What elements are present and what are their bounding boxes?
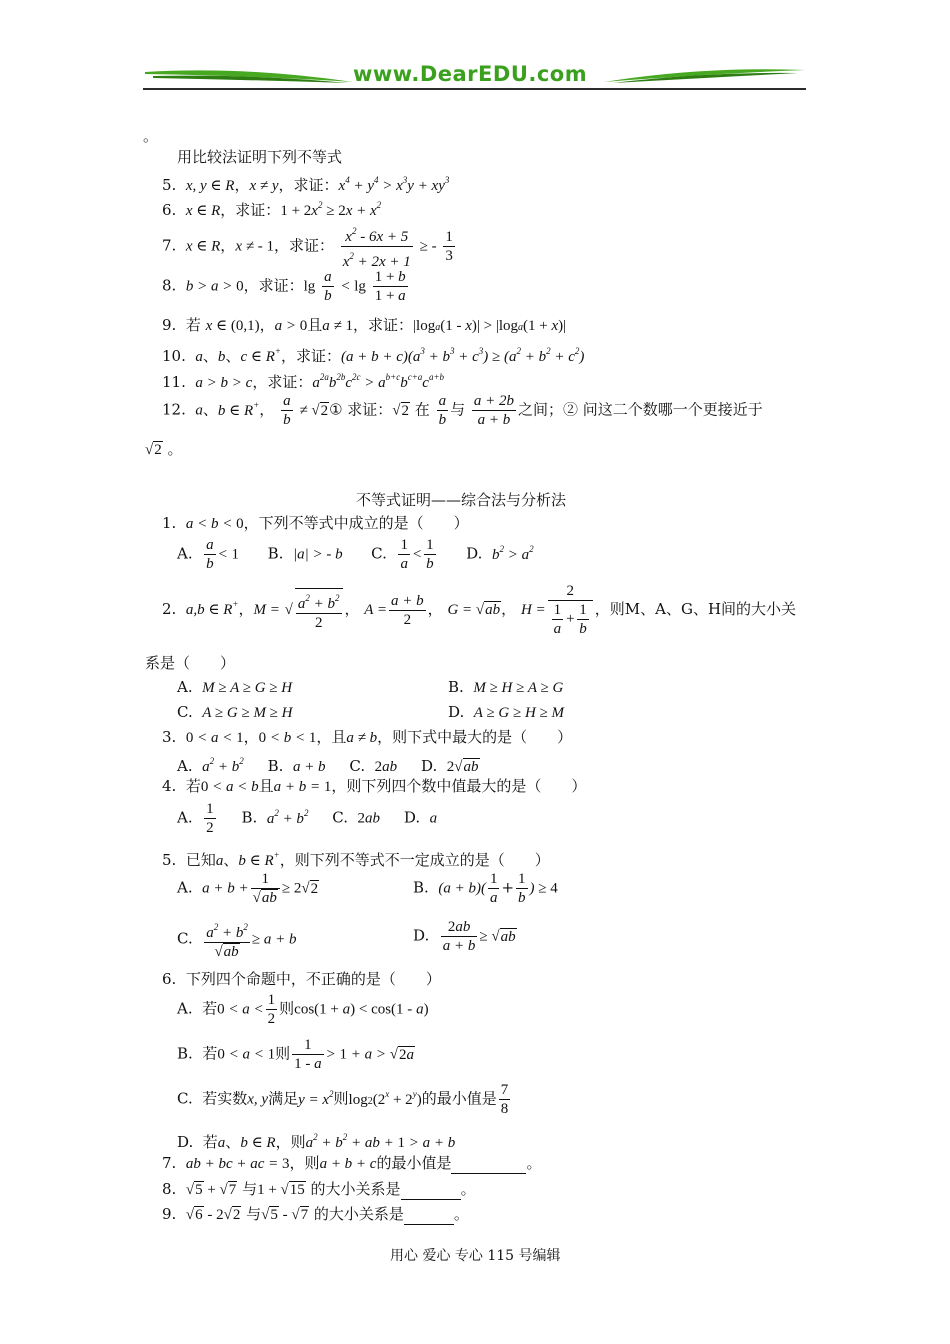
q5: 5. 已知a、b ∈ R+，则下列不等式不一定成立的是（ ） xyxy=(162,850,550,869)
item-number: 7. xyxy=(162,236,177,255)
q2-option-d: D. A ≥ G ≥ H ≥ M xyxy=(448,703,565,721)
q3: 3. 0 < a < 1，0 < b < 1，且a ≠ b，则下式中最大的是（ ） xyxy=(162,728,573,746)
q5-option-d: D. $\frac{2ab}{a + b}$ ≥ √ab xyxy=(413,919,516,954)
q2-option-c: C. A ≥ G ≥ M ≥ H xyxy=(177,703,293,721)
q7: 7. ab + bc + ac = 3，则a + b + c的最小值是 。 xyxy=(162,1154,542,1172)
section1-title: 用比较法证明下列不等式 xyxy=(177,148,343,166)
q2-option-b: B. M ≥ H ≥ A ≥ G xyxy=(448,678,564,696)
page-footer: 用心 爱心 专心 115 号编辑 xyxy=(390,1248,561,1264)
item-5: 5. x, y ∈ R，x ≠ y，求证：$x^4 + y^4 > x^3y + xy^3$ xyxy=(162,175,450,194)
q2-option-a: A. M ≥ A ≥ G ≥ H xyxy=(177,678,293,696)
item-number: 6. xyxy=(162,201,177,219)
site-header xyxy=(143,60,806,92)
item-number: 9. xyxy=(162,316,177,334)
q1: 1. a < b < 0，下列不等式中成立的是（ ） xyxy=(162,514,469,532)
q1-options: A. $\frac{a}{b}$ < 1 B. |a| > - b C. $\frac{1}{a}$ < $\frac{1}{b}$ D. $b^2 > a^2$ xyxy=(177,537,534,572)
item-number: 5. xyxy=(162,176,177,194)
item-12: 12. a、b ∈ R+， $\frac{a}{b}$ ≠ √2① 求证：√2 在 $\frac{a}{b}$ 与 $\frac{a + 2b}{a + b}$ 之间；② 问这二个数哪一个更接近于 xyxy=(162,393,763,428)
item-10: 10. a、b、c ∈ R+，求证：$(a + b + c)(a^3 + b^3 + c^3) \ge (a^2 + b^2 + c^2)$ xyxy=(162,346,585,365)
site-logo[interactable]: www.DearEDU.com xyxy=(353,62,588,86)
section2-title: 不等式证明——综合法与分析法 xyxy=(356,491,567,509)
q2-tail: 系是（ ） xyxy=(145,654,236,672)
q6-option-c: C. 若实数x, y满足$y = x^2$则$\log 2(2^x + 2^y)$的最小值是 $\frac{7}{8}$ xyxy=(177,1082,509,1117)
item-number: 11. xyxy=(162,373,186,391)
q6-option-b: B. 若0 < a < 1则 $\frac{1}{1 - a}$ > 1 + a > √2a xyxy=(177,1037,414,1072)
item-number: 8. xyxy=(162,276,177,295)
item-8: 8. b > a > 0，求证：lg $\frac{a}{b}$ < lg $\frac{1 + b}{1 + a}$ xyxy=(162,269,406,304)
item-11: 11. a > b > c，求证：$a^{2a}b^{2b}c^{2c} > a^{b+c}b^{c+a}c^{a+b}$ xyxy=(162,372,445,391)
q4: 4. 若0 < a < b且a + b = 1，则下列四个数中值最大的是（ ） xyxy=(162,777,587,795)
item-7: 7. x ∈ R，x ≠ - 1，求证： $\frac{x^2 - 6x + 5}{x^2 + 2x + 1}$ ≥ - $\frac{1}{3}$ xyxy=(162,222,457,271)
q4-options: A. $\frac{1}{2}$ B. $a^2 + b^2$ C. 2ab D. a xyxy=(177,801,438,836)
header-rule xyxy=(143,88,806,90)
item-6: 6. x ∈ R，求证：$1 + 2x^2 \ge 2x + x^2$ xyxy=(162,200,382,219)
item-12-tail: √2 。 xyxy=(145,440,183,458)
stray-mark: 。 xyxy=(143,127,159,145)
q3-options: A. $a^2 + b^2$ B. a + b C. 2ab D. 2√ab xyxy=(177,756,479,775)
q9: 9. √6 - 2√2 与√5 - √7 的大小关系是 。 xyxy=(162,1205,469,1223)
q5-option-a: A. a + b + $\frac{1}{√ab}$ ≥ 2√2 xyxy=(177,871,319,906)
q5-option-b: B. (a + b)( $\frac{1}{a}$ + $\frac{1}{b}$ ) ≥ 4 xyxy=(413,871,558,906)
item-number: 12. xyxy=(162,400,186,419)
q2: 2. a,b ∈ R+，M = √ $\frac{a^2 + b^2}{2}$ ， A = $\frac{a + b}{2}$ ， G = √ab， H = 2 $\frac{1}{a}$ + $\frac{1}{b}$ ，则M、A、G、H间的大小关 xyxy=(162,583,797,637)
q6: 6. 下列四个命题中，不正确的是（ ） xyxy=(162,970,441,988)
q6-option-a: A. 若0 < a < $\frac{1}{2}$ 则cos(1 + a) < cos(1 - a) xyxy=(177,992,429,1027)
q8: 8. √5 + √7 与1 + √15 的大小关系是 。 xyxy=(162,1180,476,1198)
item-9: 9. 若 x ∈ (0,1)，a > 0且a ≠ 1，求证：|loga(1 - x)| > |loga(1 + x)| xyxy=(162,316,567,334)
q5-option-c: C. $\frac{a^2 + b^2}{√ab}$ ≥ a + b xyxy=(177,918,296,961)
q6-option-d: D. 若a、b ∈ R，则$a^2 + b^2$ + ab + 1 > a + b xyxy=(177,1132,456,1151)
item-number: 10. xyxy=(162,347,186,365)
